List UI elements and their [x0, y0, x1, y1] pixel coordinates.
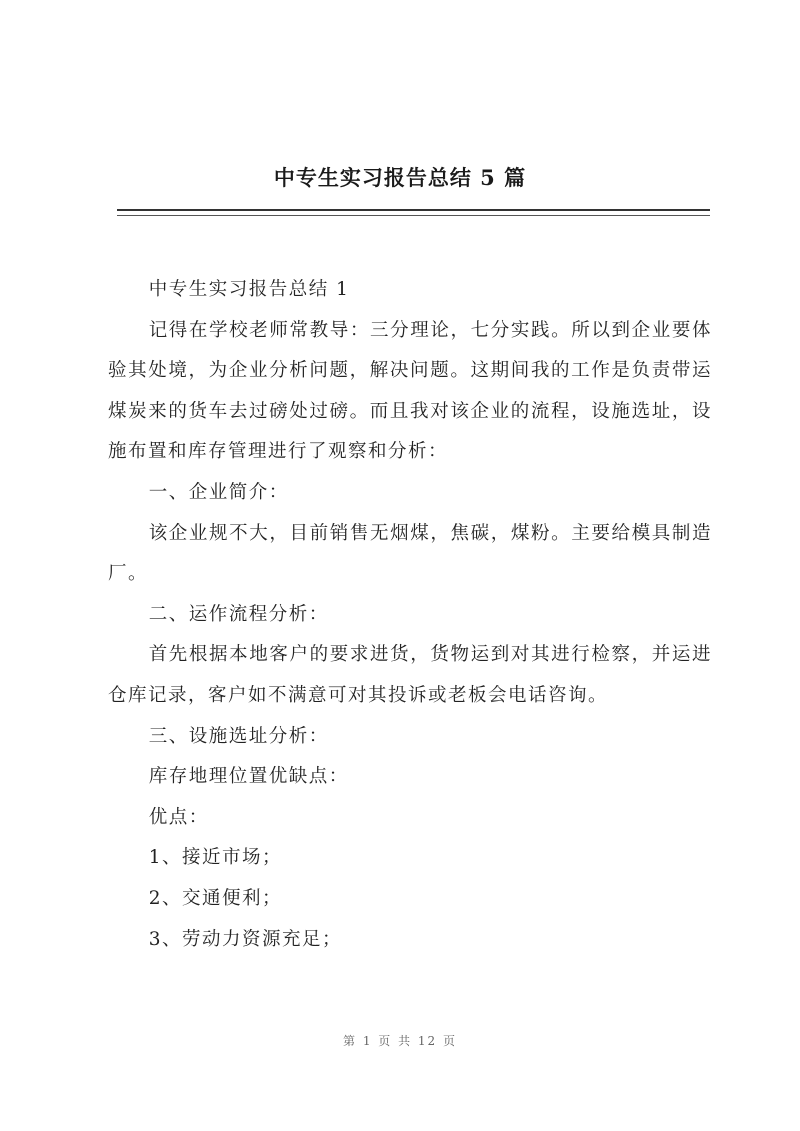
paragraph: 优点：	[148, 806, 209, 828]
subheading: 三、设施选址分析：	[148, 725, 329, 747]
list-item: 1、接近市场；	[148, 847, 282, 869]
paragraph: 该企业规不大，目前销售无烟煤，焦碳，煤粉。主要给模具制造厂。	[108, 522, 712, 585]
title-divider-thin	[117, 215, 710, 216]
title-divider	[117, 209, 710, 211]
list-item: 3、劳动力资源充足；	[148, 928, 342, 950]
list-item: 2、交通便利；	[148, 887, 282, 909]
document-title: 中专生实习报告总结 5 篇	[273, 165, 527, 190]
paragraph: 库存地理位置优缺点：	[148, 766, 349, 788]
document-body	[108, 270, 712, 960]
section-heading: 中专生实习报告总结 1	[148, 279, 350, 300]
subheading: 二、运作流程分析：	[148, 603, 329, 625]
paragraph: 首先根据本地客户的要求进货，货物运到对其进行检察，并运进仓库记录，客户如不满意可对其投诉或老板会电话咨询。	[108, 644, 712, 706]
paragraph: 记得在学校老师常教导：三分理论，七分实践。所以到企业要体验其处境，为企业分析问题，解决问题。这期间我的工作是负责带运煤炭来的货车去过磅处过磅。而且我对该企业的流程，设施选址，设施布置和库存管理进行了观察和分析：	[108, 319, 712, 463]
page-number: 第 1 页 共 12 页	[343, 1034, 457, 1048]
subheading: 一、企业简介：	[148, 481, 289, 503]
